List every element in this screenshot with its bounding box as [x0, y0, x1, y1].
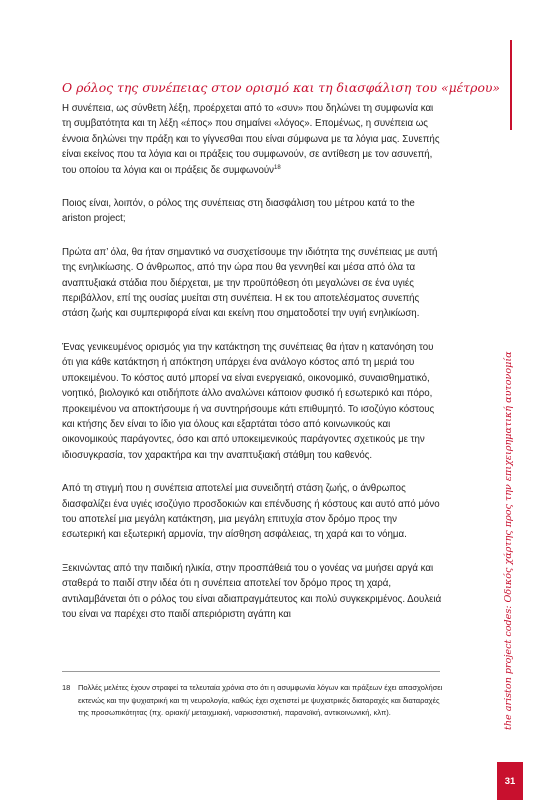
footnote-number: 18	[62, 683, 71, 692]
paragraph: Πρώτα απ’ όλα, θα ήταν σημαντικό να συσχετίσουμε την ιδιότητα της συνέπειας με αυτή της ενηλικίωσης. Ο άνθρωπος, από την ώρα που θα γεννηθεί και μέσα από όλα τα αναπτυξιακά στάδια που διέρχεται, με την προϋπόθεση ότι μεγαλώνει σε ένα υγιές περιβάλλον, επί της ουσίας μυείται στη συνέπεια. Η εκ του αποτελέσματος συνεπής στάση ζωής και συμπεριφορά είναι και εκείνη που σηματοδοτεί την υγιή ενηλικίωση.	[62, 246, 438, 320]
side-running-header: the ariston project codes: Οδικός χάρτης προς την επιχειρηματική αυτονομία	[503, 130, 519, 730]
paragraph: Η συνέπεια, ως σύνθετη λέξη, προέρχεται από το «συν» που δηλώνει τη συμφωνία και τη συμβατότητα και τη λέξη «έπος» που σημαίνει «λόγος». Επομένως, η συνέπεια ως έννοια δηλώνει την πράξη και το γίγνεσθαι που είναι σύμφωνα με τα λόγια μας. Συνεπής είναι εκείνος που τα λόγια και οι πράξεις του συμφωνούν, σε αντίθεση με τον ασυνεπή, του οποίου τα λόγια και οι πράξεις δε συμφωνούν$^{18}$	[62, 103, 440, 176]
body-text	[62, 101, 442, 640]
paragraph: Ξεκινώντας από την παιδική ηλικία, στην προσπάθειά του ο γονέας να μυήσει αργά και σταθερά το παιδί στην ιδέα ότι η συνέπεια αποτελεί τον δρόμο προς τη χαρά, αντιλαμβάνεται ότι ο ρόλος του είναι αδιαπραγμάτευτος και πολύ συγκεκριμένος. Δουλειά του είναι να παρέχει στο παιδί απεριόριστη αγάπη και	[62, 562, 442, 620]
page-title: Ο ρόλος της συνέπειας στον ορισμό και τη διασφάλιση του «μέτρου»	[62, 80, 501, 95]
paragraph: Από τη στιγμή που η συνέπεια αποτελεί μια συνειδητή στάση ζωής, ο άνθρωπος διασφαλίζει ένα υγιές ισοζύγιο προσδοκιών και επένδυσης ή κόστους και αυτό από μόνο του αποτελεί μια μεγάλη κατάκτηση, μια μεγάλη επιτυχία στον δρόμο προς την εσωτερική και εξωτερική αρμονία, την αίσθηση ασφάλειας, τη χαρά και το νόημα.	[62, 483, 440, 541]
footnote	[62, 682, 446, 720]
page-number: 31	[497, 762, 523, 800]
footnote-ref[interactable]: 18	[273, 164, 281, 171]
paragraph: Ένας γενικευμένος ορισμός για την κατάκτηση της συνέπειας θα ήταν η κατανόηση του ότι για κάθε κατάκτηση ή απόκτηση υπάρχει ένα ανάλογο κόστος από τη μεριά του υποκειμένου. Το κόστος αυτό μπορεί να είναι ενεργειακό, οικονομικό, συναισθηματικό, νοητικό, βιολογικό και οτιδήποτε άλλο αναλώνει κάποιον φυσικό ή εσωτερικό και πόρο, προκειμένου να αποκτήσουμε ή να συντηρήσουμε κάτι επιθυμητό. Το ισοζύγιο κόστους και κτήσης δεν είναι το ίδιο για όλους και εξαρτάται τόσο από κοινωνικούς και οικονομικούς παράγοντες, όσο και από υποκειμενικούς παράγοντες σχετικούς με την ιδιοσυγκρασία, τον χαρακτήρα και την αναπτυξιακή στάθμη του καθενός.	[62, 341, 435, 461]
footnote-text: Πολλές μελέτες έχουν στραφεί τα τελευταία χρόνια στο ότι η ασυμφωνία λόγων και πράξεων έχει απασχολήσει εκτενώς και την ψυχιατρική και τη νευρολογία, καθώς έχει σχετιστεί με ψυχιατρικές διαταραχές και διαταραχές της προσωπικότητας (πχ. οριακή/ μεταιχμιακή, ναρκισσιστική, παρανοϊκή, αντικοινωνική, κλπ).	[78, 683, 443, 718]
footnote-divider	[62, 671, 440, 672]
paragraph: Ποιος είναι, λοιπόν, ο ρόλος της συνέπειας στη διασφάλιση του μέτρου κατά το the ariston project;	[62, 198, 415, 225]
